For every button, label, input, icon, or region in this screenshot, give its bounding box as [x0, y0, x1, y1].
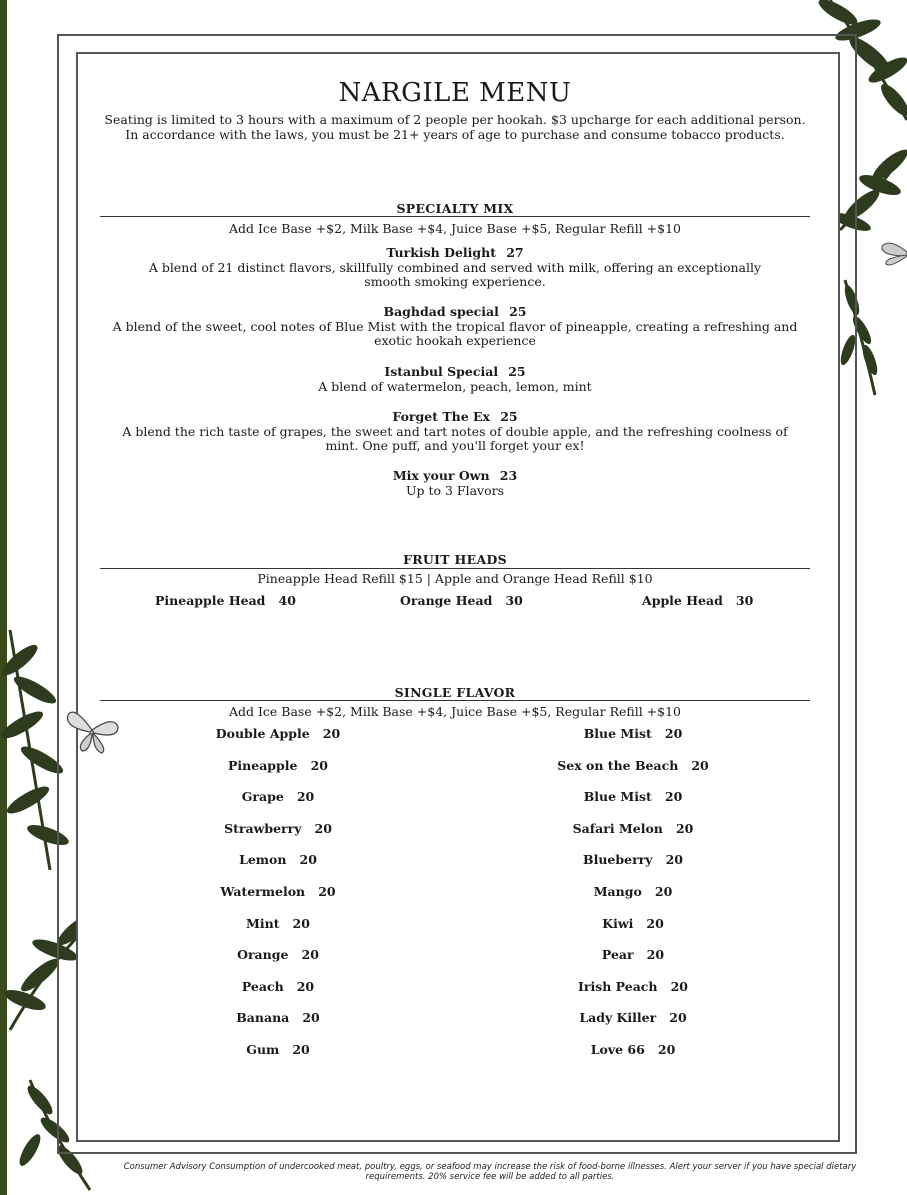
- fruit-heading: FRUIT HEADS: [403, 552, 507, 567]
- flavor-price: 20: [675, 820, 694, 836]
- menu-intro: Seating is limited to 3 hours with a maximum of 2 people per hookah. $3 upcharge for each additional person. In accordance with the laws, you must be 21+ years of age to purchase and consume tobacco products.: [104, 112, 806, 142]
- item-description: Up to 3 Flavors: [405, 483, 505, 498]
- item-price: 27: [506, 245, 524, 260]
- flavor-name: Strawberry: [224, 820, 302, 836]
- flavor-name: Pineapple: [228, 757, 298, 773]
- flavor-price: 20: [654, 884, 673, 899]
- flavor-item: [513, 979, 753, 994]
- flavor-name: Grape: [241, 789, 284, 805]
- single-note: Add Ice Base +$2, Milk Base +$4, Juice Base +$5, Regular Refill +$10: [228, 704, 682, 719]
- flavor-name: Safari Melon: [572, 820, 663, 836]
- item-price: 23: [499, 468, 518, 483]
- flavor-item: [158, 916, 398, 931]
- item-price: 40: [278, 593, 296, 608]
- specialty-note: Add Ice Base +$2, Milk Base +$4, Juice Base +$5, Regular Refill +$10: [228, 221, 682, 236]
- item-price: 30: [505, 593, 523, 608]
- fruit-item-orange: [400, 593, 523, 608]
- item-price: 25: [509, 304, 527, 319]
- flavor-item: [158, 884, 398, 899]
- flavor-name: Double Apple: [215, 726, 310, 741]
- flavor-name: Love 66: [590, 1042, 645, 1057]
- specialty-item-mix-your-own: [110, 465, 800, 498]
- flavor-item: [158, 947, 398, 962]
- flavor-price: 20: [292, 1042, 310, 1057]
- specialty-heading: SPECIALTY MIX: [396, 201, 514, 216]
- single-heading: SINGLE FLAVOR: [394, 685, 516, 700]
- flavor-item: [158, 726, 398, 741]
- item-description: A blend the rich taste of grapes, the sweet and tart notes of double apple, and the refreshing coolness of mint. One puff, and you'll forget your ex!: [122, 424, 788, 453]
- specialty-item-baghdad-special: [110, 301, 800, 348]
- flavor-item: [513, 821, 753, 836]
- single-divider: [100, 700, 810, 701]
- flavor-price: 20: [292, 915, 310, 931]
- flavor-item: [513, 947, 753, 962]
- flavor-name: Pear: [601, 947, 634, 963]
- flavor-name: Gum: [246, 1042, 280, 1057]
- flavor-name: Watermelon: [220, 884, 306, 899]
- flavor-item: [158, 1042, 398, 1057]
- item-name: Turkish Delight: [386, 245, 497, 260]
- flavor-price: 20: [318, 884, 336, 899]
- flavor-price: 20: [691, 757, 709, 773]
- flavor-item: [158, 1010, 398, 1025]
- butterfly-icon-right: [880, 238, 907, 270]
- flavor-price: 20: [669, 1010, 687, 1026]
- flavor-price: 20: [302, 1010, 320, 1026]
- flavor-item: [158, 821, 398, 836]
- consumer-advisory: Consumer Advisory Consumption of undercooked meat, poultry, eggs, or seafood may increase the risk of food-borne illnesses. Alert your server if you have special dietary requirements. 20% service fee will be added to all parties.: [123, 1162, 857, 1182]
- flavor-item: [158, 852, 398, 867]
- specialty-item-forget-the-ex: [110, 406, 800, 453]
- flavor-name: Blue Mist: [583, 789, 652, 805]
- flavor-name: Blueberry: [583, 852, 653, 868]
- flavor-price: 20: [664, 726, 683, 741]
- flavor-item: [513, 1010, 753, 1025]
- flavor-name: Kiwi: [602, 915, 634, 931]
- flavor-item: [513, 884, 753, 899]
- item-name: Apple Head: [642, 593, 723, 608]
- flavor-item: [158, 789, 398, 804]
- flavor-name: Lemon: [239, 852, 287, 868]
- flavor-item: [158, 979, 398, 994]
- flavor-price: 20: [665, 852, 683, 868]
- flavor-price: 20: [657, 1042, 676, 1057]
- flavor-price: 20: [664, 789, 683, 805]
- flavor-price: 20: [310, 757, 328, 773]
- flavor-item: [513, 1042, 753, 1057]
- flavor-item: [158, 758, 398, 773]
- item-name: Istanbul Special: [384, 364, 499, 379]
- item-name: Orange Head: [400, 593, 493, 608]
- flavor-name: Irish Peach: [578, 978, 658, 994]
- flavor-item: [513, 758, 753, 773]
- item-description: A blend of 21 distinct flavors, skillfully combined and served with milk, offering an exceptionally smooth smoking experience.: [148, 260, 762, 289]
- specialty-item-turkish-delight: [110, 242, 800, 289]
- item-name: Baghdad special: [383, 304, 499, 319]
- flavor-name: Mango: [593, 884, 642, 899]
- flavor-item: [513, 789, 753, 804]
- flavor-price: 20: [299, 852, 317, 868]
- specialty-item-istanbul-special: [110, 361, 800, 394]
- flavor-item: [513, 852, 753, 867]
- flavor-name: Sex on the Beach: [557, 757, 679, 773]
- fruit-note: Pineapple Head Refill $15 | Apple and Orange Head Refill $10: [257, 571, 653, 586]
- item-price: 25: [508, 364, 526, 379]
- flavor-price: 20: [646, 947, 665, 963]
- flavor-price: 20: [670, 978, 688, 994]
- flavor-price: 20: [296, 978, 315, 994]
- fruit-item-apple: [642, 593, 753, 608]
- flavor-name: Lady Killer: [579, 1010, 657, 1026]
- item-description: A blend of watermelon, peach, lemon, mint: [318, 379, 592, 394]
- specialty-divider: [100, 216, 810, 217]
- flavor-name: Peach: [241, 978, 284, 994]
- flavor-name: Orange: [237, 947, 289, 963]
- flavor-name: Blue Mist: [583, 726, 652, 741]
- fruit-divider: [100, 568, 810, 569]
- flavor-price: 20: [646, 915, 664, 931]
- flavor-price: 20: [314, 820, 332, 836]
- item-name: Mix your Own: [392, 468, 490, 483]
- fruit-item-pineapple: [155, 593, 296, 608]
- item-price: 30: [735, 593, 754, 608]
- menu-title: NARGILE MENU: [338, 78, 572, 108]
- flavor-name: Banana: [236, 1010, 290, 1026]
- item-description: A blend of the sweet, cool notes of Blue Mist with the tropical flavor of pineapple, creating a refreshing and exotic hookah experience: [112, 319, 798, 348]
- flavor-price: 20: [301, 947, 319, 963]
- item-name: Forget The Ex: [392, 409, 491, 424]
- flavor-price: 20: [322, 726, 341, 741]
- flavor-item: [513, 916, 753, 931]
- item-name: Pineapple Head: [155, 593, 266, 608]
- flavor-name: Mint: [246, 915, 280, 931]
- item-price: 25: [500, 409, 518, 424]
- flavor-item: [513, 726, 753, 741]
- flavor-price: 20: [296, 789, 315, 805]
